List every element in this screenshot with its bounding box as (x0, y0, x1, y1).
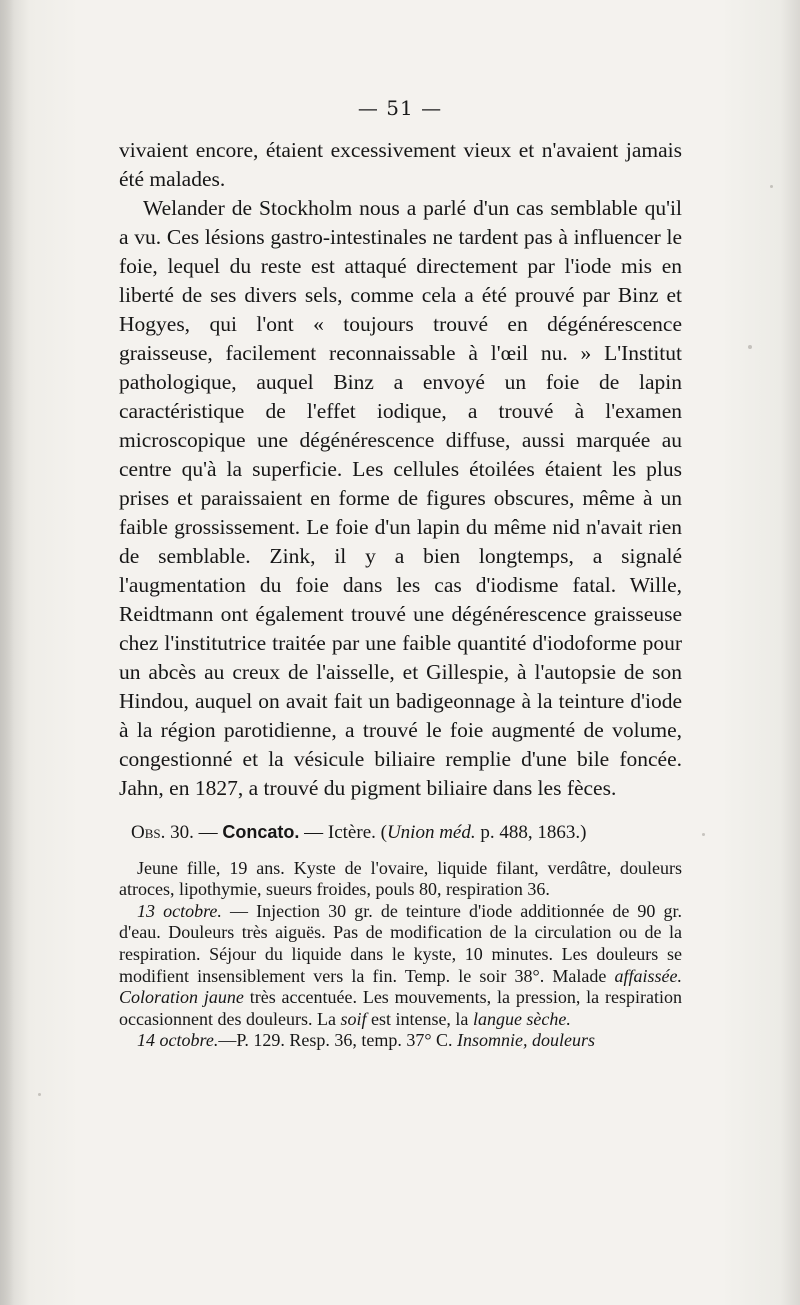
gutter-shadow (0, 0, 14, 1305)
paper-speck (770, 185, 773, 188)
paper-speck (702, 833, 705, 836)
paragraph-welander: Welander de Stockholm nous a parlé d'un cas semblable qu'il a vu. Ces lésions gastro-intestinales ne tardent pas à influencer le foie, lequel du reste est attaqué directement par l'iode mis en liberté de ses divers sels, comme cela a été prouvé par Binz et Hogyes, qui l'ont « toujours trouvé en dégénérescence graisseuse, facilement reconnaissable à l'œil nu. » L'Institut pathologique, auquel Binz a envoyé un foie de lapin caractéristique de l'effet iodique, a trouvé à l'examen microscopique une dégénérescence diffuse, aussi marquée au centre qu'à la superficie. Les cellules étoilées étaient les plus prises et paraissaient en forme de figures obscures, même à un faible grossissement. Le foie d'un lapin du même nid n'avait rien de semblable. Zink, il y a bien longtemps, a signalé l'augmentation du foie dans les cas d'iodisme fatal. Wille, Reidtmann ont également trouvé une dégénérescence graisseuse chez l'institutrice traitée par une faible quantité d'iodoforme pour un abcès au creux de l'aisselle, et Gillespie, à l'autopsie de son Hindou, auquel on avait fait un badigeonnage à la teinture d'iode à la région parotidienne, a trouvé le foie augmenté de volume, congestionné et la vésicule biliaire remplie d'une bile foncée. Jahn, en 1827, a trouvé du pigment biliaire dans les fèces. (119, 196, 682, 800)
observation-case-summary: Jeune fille, 19 ans. Kyste de l'ovaire, liquide filant, verdâtre, douleurs atroces, lipothymie, sueurs froides, pouls 80, respiration 36. (119, 857, 682, 900)
main-text (119, 136, 682, 803)
observation-author: Concato. (222, 822, 300, 842)
date-14-october: 14 octobre. (137, 1030, 219, 1051)
observation-day-14 (119, 1030, 682, 1052)
heading-dash: — (299, 822, 328, 843)
observation-emphasis: affaissée. Coloration jaune (119, 965, 682, 1008)
observation-heading (119, 822, 682, 844)
observation-day-13 (119, 901, 682, 1031)
observation-label: Obs. 30. (131, 822, 194, 843)
paper-speck (748, 345, 752, 349)
page-number: — 51 — (357, 96, 443, 120)
paper-speck (38, 1093, 41, 1096)
observation-emphasis: langue sèche. (472, 1008, 571, 1029)
observation-title: Ictère. ( (327, 822, 387, 843)
journal-reference: p. 488, 1863.) (475, 822, 587, 843)
observation-emphasis: soif (340, 1008, 367, 1029)
observation-text: est intense, la (366, 1008, 473, 1029)
observation-text: très accentuée. Les mouvements, la pression, la respiration occasionnent des douleurs. La (119, 987, 682, 1029)
observation-30 (119, 822, 682, 1052)
observation-text: — Injection 30 gr. de teinture d'iode additionnée de 90 gr. d'eau. Douleurs très aiguës. Pas de modification de la circulation ou de la respiration. Séjour du liquide dans le kyste, 10 minutes. Les douleurs se modifient insensiblement vers la fin. Temp. le soir 38°. Malade (119, 900, 682, 986)
observation-emphasis: Insomnie, douleurs (457, 1030, 596, 1051)
journal-name: Union méd. (386, 822, 476, 843)
paragraph-continuation: vivaient encore, étaient excessivement vieux et n'avaient jamais été malades. (119, 138, 682, 191)
observation-text: —P. 129. Resp. 36, temp. 37° C. (218, 1030, 458, 1051)
date-13-october: 13 octobre. (137, 900, 222, 921)
heading-dash: — (193, 822, 223, 843)
